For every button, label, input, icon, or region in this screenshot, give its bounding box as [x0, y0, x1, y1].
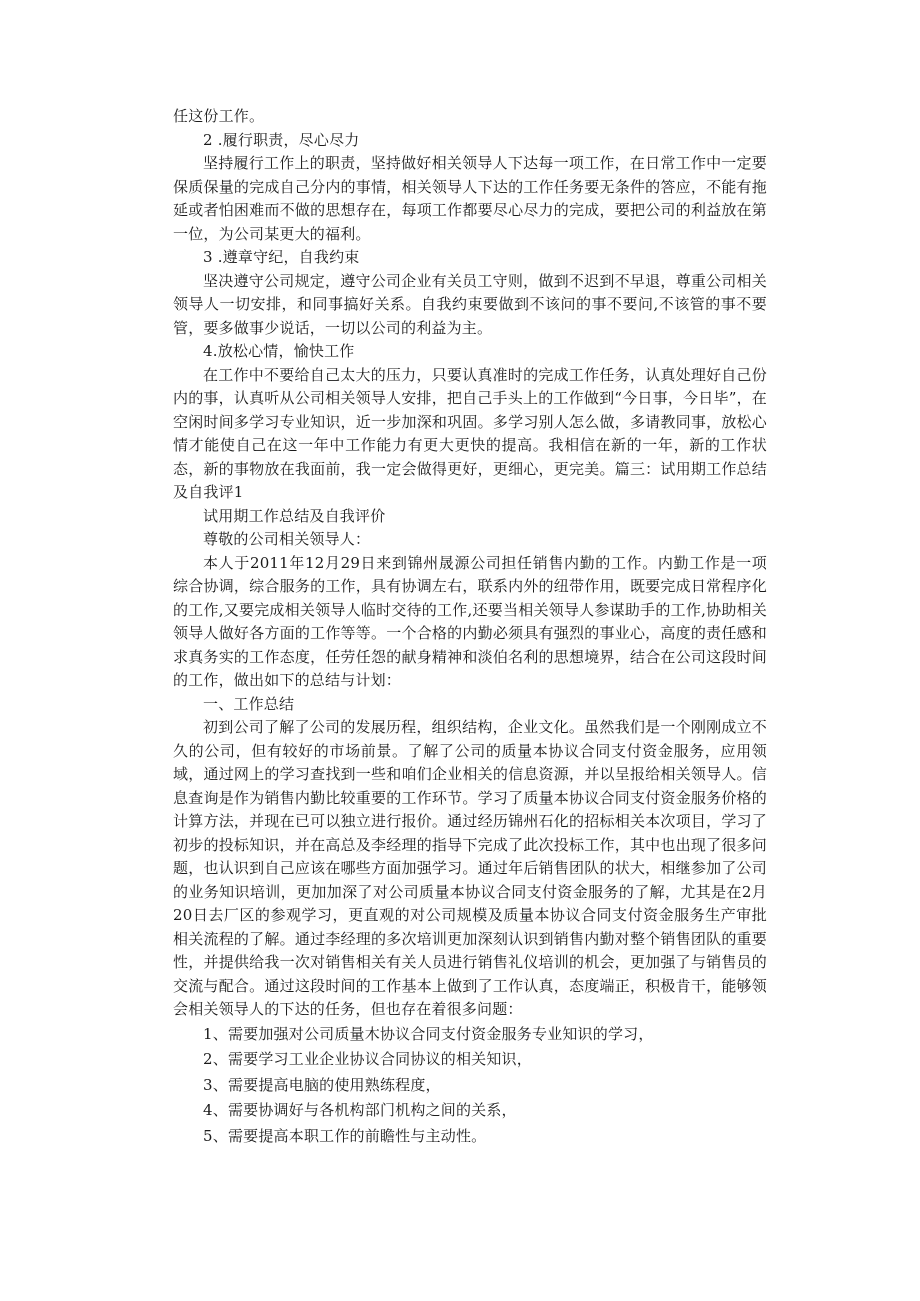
list-item: 2、需要学习工业企业协议合同协议的相关知识， [203, 1050, 532, 1068]
section-heading-duties: 2 .履行职责，尽心尽力 [203, 130, 360, 149]
summary-heading: 一、工作总结 [203, 694, 295, 713]
list-item: 5、需要提高本职工作的前瞻性与主动性。 [203, 1126, 487, 1145]
salutation: 尊敬的公司相关领导人： [203, 530, 371, 548]
section-heading-discipline: 3 .遵章守纪，自我约束 [203, 248, 360, 266]
section-body-duties: 坚持履行工作上的职责，坚持做好相关领导人下达每一项工作，在日常工作中一定要保质保量的完成自己分内的事情，相关领导人下达的工作任务要无条件的答应，不能有拖延或者怕困难而不做的思想存在，每项工作都要尽心尽力的完成，要把公司的利益放在第一位，为公司某更大的福利。 [173, 154, 767, 243]
summary-paragraph: 初到公司了解了公司的发展历程，组织结构，企业文化。虽然我们是一个刚刚成立不久的公司，但有较好的市场前景。了解了公司的质量本协议合同支付资金服务，应用领域，通过网上的学习查找到一些和咱们企业相关的信息资源，并以呈报给相关领导人。信息查询是作为销售内勤比较重要的工作环节。学习了质量本协议合同支付资金服务价格的计算方法，并现在已可以独立进行报价。通过经历锦州石化的招标相关本次项目，学习了初步的投标知识，并在高总及李经理的指导下完成了此次投标工作，其中也出现了很多问题，也认识到自己应该在哪些方面加强学习。通过年后销售团队的状大，相继参加了公司的业务知识培训，更加加深了对公司质量本协议合同支付资金服务的了解，尤其是在2月20日去厂区的参观学习，更直观的对公司规模及质量本协议合同支付资金服务生产审批相关流程的了解。通过李经理的多次培训更加深刻认识到销售内勤对整个销售团队的重要性，并提供给我一次对销售相关有关人员进行销售礼仪培训的机会，更加强了与销售员的交流与配合。通过这段时间的工作基本上做到了工作认真，态度端正，积极肯干，能够领会相关领导人的下达的任务，但也存在着很多问题： [173, 718, 767, 1018]
intro-paragraph: 本人于2011年12月29日来到锦州晟源公司担任销售内勤的工作。内勤工作是一项综合协调，综合服务的工作，具有协调左右，联系内外的纽带作用，既要完成日常程序化的工作,又要完成相关领导人临时交待的工作,还要当相关领导人参谋助手的工作,协助相关领导人做好各方面的工作等等。一个合格的内勤必须具有强烈的事业心，高度的责任感和求真务实的工作态度，任劳任怨的献身精神和淡伯名利的思想境界，结合在公司这段时间的工作，做出如下的总结与计划： [173, 553, 767, 689]
section-body-relax: 在工作中不要给自己太大的压力，只要认真准时的完成工作任务，认真处理好自己份内的事，认真听从公司相关领导人安排，把自己手头上的工作做到“今日事，今日毕”，在空闲时间多学习专业知识，近一步加深和巩固。多学习别人怎么做，多请教同事，放松心情才能使自己在这一年中工作能力有更大更快的提高。我相信在新的一年，新的工作状态，新的事物放在我面前，我一定会做得更好，更细心，更完美。篇三：试用期工作总结及自我评1 [173, 365, 767, 501]
list-item: 4、需要协调好与各机构部门机构之间的关系， [203, 1101, 517, 1119]
issues-list [173, 1022, 767, 1150]
section-heading-relax: 4.放松心情，愉快工作 [203, 342, 355, 360]
document-title: 试用期工作总结及自我评价 [203, 506, 386, 525]
list-item: 1、需要加强对公司质量木协议合同支付资金服务专业知识的学习， [203, 1024, 654, 1043]
lead-line: 任这份工作。 [173, 107, 265, 125]
list-item: 3、需要提高电脑的使用熟练程度， [203, 1075, 441, 1094]
section-body-discipline: 坚决遵守公司规定，遵守公司企业有关员工守则，做到不迟到不早退，尊重公司相关领导人一切安排，和同事搞好关系。自我约束要做到不该问的事不要问,不该管的事不要管，要多做事少说话，一切以公司的利益为主。 [173, 271, 767, 337]
document-body [173, 105, 767, 1149]
